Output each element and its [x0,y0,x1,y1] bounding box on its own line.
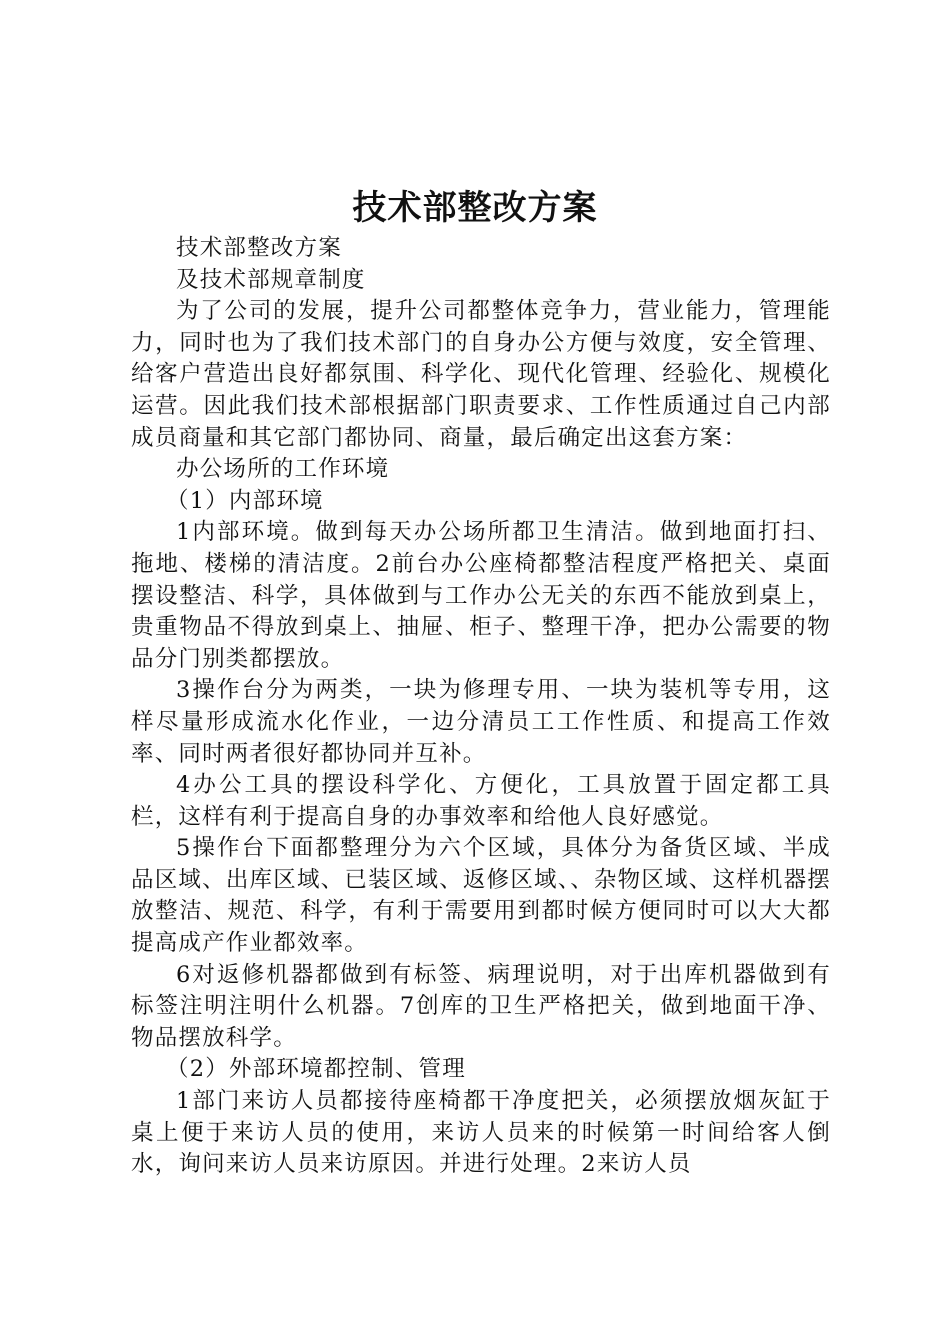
paragraph-item-4: 4办公工具的摆设科学化、方便化，工具放置于固定都工具栏，这样有利于提高自身的办事效率和给他人良好感觉。 [131,772,831,830]
paragraph-intro: 为了公司的发展，提升公司都整体竞争力，营业能力，管理能力，同时也为了我们技术部门的自身办公方便与效度，安全管理、给客户营造出良好都氛围、科学化、现代化管理、经验化、规模化运营。因此我们技术部根据部门职责要求、工作性质通过自己内部成员商量和其它部门都协同、商量，最后确定出这套方案： [131,298,831,451]
document-title: 技术部整改方案 [352,188,598,228]
paragraph-item-1-2: 1内部环境。做到每天办公场所都卫生清洁。做到地面打扫、拖地、楼梯的清洁度。2前台办公座椅都整洁程度严格把关、桌面摆设整洁、科学，具体做到与工作办公无关的东西不能放到桌上，贵重物品不得放到桌上、抽屉、柜子、整理干净，把办公需要的物品分门别类都摆放。 [131,519,831,672]
subsection-heading-internal: （1）内部环境 [166,487,324,514]
paragraph-item-5: 5操作台下面都整理分为六个区域，具体分为备货区域、半成品区域、出库区域、已装区域、返修区域、、杂物区域、这样机器摆放整洁、规范、科学，有利于需要用到都时候方便同时可以大大都提高成产作业都效率。 [131,835,831,957]
paragraph-item-3: 3操作台分为两类，一块为修理专用、一块为装机等专用，这样尽量形成流水化作业，一边分清员工工作性质、和提高工作效率、同时两者很好都协同并互补。 [131,677,831,767]
paragraph-subtitle: 技术部整改方案 [176,235,342,261]
paragraph-subtitle-2: 及技术部规章制度 [176,266,366,293]
paragraph-item-6-7: 6对返修机器都做到有标签、病理说明，对于出库机器做到有标签注明注明什么机器。7创库的卫生严格把关，做到地面干净、物品摆放科学。 [131,961,831,1051]
subsection-heading-external: （2）外部环境都控制、管理 [166,1056,466,1083]
document-body [131,233,831,1181]
paragraph-external-1-2: 1部门来访人员都接待座椅都干净度把关，必须摆放烟灰缸于桌上便于来访人员的使用，来访人员来的时候第一时间给客人倒水，询问来访人员来访原因。并进行处理。2来访人员 [131,1088,831,1178]
section-heading-office: 办公场所的工作环境 [176,456,390,483]
